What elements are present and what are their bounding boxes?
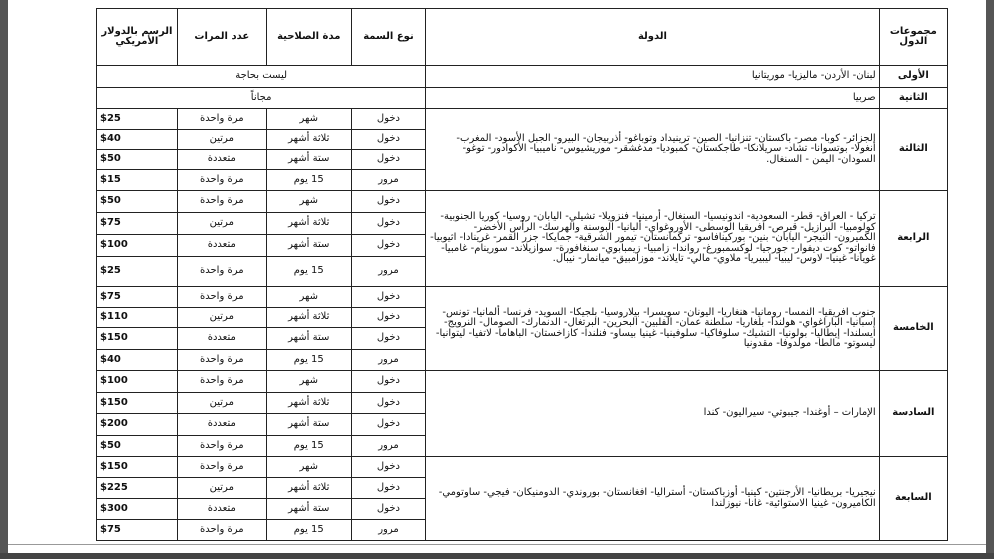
fee-cell: $200 xyxy=(97,414,178,436)
fee-row xyxy=(97,109,948,130)
validity-cell: ثلاثة أشهر xyxy=(266,478,351,499)
fee-cell: $100 xyxy=(97,371,178,393)
visa-type-cell: دخول xyxy=(351,371,426,393)
group-countries: الجزائر- كوبا- مصر- باكستان- تنزانيا- الصين- ترينيداد وتوباغو- أذربيجان- البيرو- الجبل الأسود- المغرب- أنغولا- بوتسوانا- تشاد- سريلانكا- طاجكستان- كمبوديا- مدغشقر- موريشيوس- ناميبيا- الأكوادور- توغو- السودان- اليمن - السنغال. xyxy=(426,109,879,191)
group-countries: صربيا xyxy=(426,88,879,109)
group-countries: نيجيريا- بريطانيا- الأرجنتين- كينيا- أوزباكستان- أستراليا- افغانستان- بوروندي- الدومنيكان- فيجي- ساوتومي- الكاميرون- غينيا الاستوائية- غانا- نيوزلندا xyxy=(426,457,879,541)
header-row xyxy=(97,9,948,66)
fee-cell: $150 xyxy=(97,457,178,478)
validity-cell: ثلاثة أشهر xyxy=(266,130,351,150)
entries-cell: مرتين xyxy=(177,308,266,328)
group-countries: تركيا - العراق- قطر- السعودية- اندونيسيا- السنغال- أرمينيا- فنزويلا- تشيلي- اليابان- روسيا- كوريا الجنوبية- كولومبيا- البرازيل- قبرص- افريقيا الوسطى- الأوروغواي- ألبانيا- البوسنة والهرسك- الرأس الأخضر- الكميرون- النيجر- اليابان- بنين- بوركينافاسو- تركمانستان- تيمور الشرقية- جمايكا- جزر القمر- غرينادا- اثيوبيا- فانواتو- كوت ديفوار- جورجيا- لوكسمبورغ- رواندا- زامبيا- زيمبابوي- سنغافورة- سوازيلاند- سورينام- غامبيا- غويانا- غينيا- لاوس- ليبيا- ليبيريا- ملاوي- مالي- تايلاند- موزامبيق- ميانمار- نيبال. xyxy=(426,191,879,287)
validity-cell: 15 يوم xyxy=(266,520,351,541)
header-fee: الرسم بالدولار الأمريكي xyxy=(97,9,178,66)
group-name: الرابعة xyxy=(879,191,947,287)
validity-cell: 15 يوم xyxy=(266,257,351,287)
group-countries: الإمارات – أوغندا- جيبوتي- سيراليون- كندا xyxy=(426,371,879,457)
fee-cell: $100 xyxy=(97,235,178,257)
visa-type-cell: دخول xyxy=(351,308,426,328)
group-name: الخامسة xyxy=(879,287,947,371)
entries-cell: مرة واحدة xyxy=(177,371,266,393)
validity-cell: شهر xyxy=(266,109,351,130)
group-countries: جنوب افريقيا- النمسا- رومانيا- هنغاريا- اليونان- سويسرا- بيلاروسيا- بلجيكا- السويد- فرنسا- ألمانيا- تونس- إسبانيا- الباراغواي- هولندا- بلغاريا- سلطنة عمان- الفلبين- البحرين- البرتغال- الدنمارك- الصومال- النرويج- ايسلندا- إيطاليا- بولونيا- التشيك- سلوفاكيا- سلوفينيا- غينيا بيساو- فنلندا- كازاخستان- الباهاما- لاتفيا- ليتوانيا- ليسوتو- مالطا- مولدوفا- مقدونيا xyxy=(426,287,879,371)
header-validity: مدة الصلاحية xyxy=(266,9,351,66)
fee-cell: $75 xyxy=(97,213,178,235)
fee-cell: $150 xyxy=(97,393,178,414)
entries-cell: مرتين xyxy=(177,393,266,414)
scan-border-bottom xyxy=(0,553,994,559)
fee-cell: $40 xyxy=(97,130,178,150)
entries-cell: مرتين xyxy=(177,213,266,235)
validity-cell: ستة أشهر xyxy=(266,328,351,350)
validity-cell: شهر xyxy=(266,191,351,213)
validity-cell: ستة أشهر xyxy=(266,235,351,257)
visa-type-cell: دخول xyxy=(351,235,426,257)
entries-cell: متعددة xyxy=(177,499,266,520)
header-entries: عدد المرات xyxy=(177,9,266,66)
group-countries: لبنان- الأردن- ماليزيا- موريتانيا xyxy=(426,66,879,88)
entries-cell: مرتين xyxy=(177,478,266,499)
validity-cell: ستة أشهر xyxy=(266,150,351,170)
group-name: السادسة xyxy=(879,371,947,457)
fee-cell: $25 xyxy=(97,257,178,287)
entries-cell: متعددة xyxy=(177,150,266,170)
fee-cell: $15 xyxy=(97,170,178,191)
fee-cell: $50 xyxy=(97,191,178,213)
validity-cell: ستة أشهر xyxy=(266,414,351,436)
visa-type-cell: دخول xyxy=(351,414,426,436)
entries-cell: مرة واحدة xyxy=(177,170,266,191)
validity-cell: ثلاثة أشهر xyxy=(266,213,351,235)
visa-type-cell: دخول xyxy=(351,328,426,350)
visa-type-cell: دخول xyxy=(351,130,426,150)
fee-cell: $50 xyxy=(97,150,178,170)
visa-type-cell: دخول xyxy=(351,213,426,235)
fee-row xyxy=(97,191,948,213)
fee-cell: $75 xyxy=(97,520,178,541)
header-country: الدولة xyxy=(426,9,879,66)
entries-cell: مرة واحدة xyxy=(177,520,266,541)
fee-cell: $300 xyxy=(97,499,178,520)
fee-cell: $40 xyxy=(97,350,178,371)
header-visa-type: نوع السمة xyxy=(351,9,426,66)
group-note: ليست بحاجة xyxy=(97,66,426,88)
group-name: السابعة xyxy=(879,457,947,541)
fee-row xyxy=(97,371,948,393)
visa-type-cell: مرور xyxy=(351,257,426,287)
entries-cell: متعددة xyxy=(177,414,266,436)
scan-border-right xyxy=(986,0,994,559)
entries-cell: مرتين xyxy=(177,130,266,150)
entries-cell: مرة واحدة xyxy=(177,350,266,371)
group-row-2 xyxy=(97,88,948,109)
visa-type-cell: دخول xyxy=(351,499,426,520)
visa-type-cell: مرور xyxy=(351,520,426,541)
validity-cell: شهر xyxy=(266,287,351,308)
entries-cell: متعددة xyxy=(177,235,266,257)
visa-type-cell: دخول xyxy=(351,287,426,308)
validity-cell: ستة أشهر xyxy=(266,499,351,520)
visa-type-cell: دخول xyxy=(351,478,426,499)
validity-cell: 15 يوم xyxy=(266,436,351,457)
group-row-1 xyxy=(97,66,948,88)
validity-cell: 15 يوم xyxy=(266,350,351,371)
fee-row xyxy=(97,457,948,478)
group-name: الأولى xyxy=(879,66,947,88)
visa-type-cell: مرور xyxy=(351,170,426,191)
fee-cell: $225 xyxy=(97,478,178,499)
fee-cell: $25 xyxy=(97,109,178,130)
visa-type-cell: دخول xyxy=(351,109,426,130)
fee-cell: $75 xyxy=(97,287,178,308)
entries-cell: مرة واحدة xyxy=(177,109,266,130)
entries-cell: مرة واحدة xyxy=(177,287,266,308)
group-name: الثالثة xyxy=(879,109,947,191)
fee-cell: $50 xyxy=(97,436,178,457)
entries-cell: مرة واحدة xyxy=(177,436,266,457)
visa-type-cell: مرور xyxy=(351,436,426,457)
group-note: مجاناً xyxy=(97,88,426,109)
visa-type-cell: دخول xyxy=(351,191,426,213)
fee-row xyxy=(97,287,948,308)
header-group: مجموعات الدول xyxy=(879,9,947,66)
entries-cell: متعددة xyxy=(177,328,266,350)
visa-type-cell: دخول xyxy=(351,457,426,478)
validity-cell: شهر xyxy=(266,457,351,478)
scan-rule xyxy=(8,544,986,545)
entries-cell: مرة واحدة xyxy=(177,457,266,478)
group-name: الثانية xyxy=(879,88,947,109)
visa-type-cell: دخول xyxy=(351,150,426,170)
validity-cell: شهر xyxy=(266,371,351,393)
validity-cell: 15 يوم xyxy=(266,170,351,191)
scan-border-left xyxy=(0,0,8,559)
visa-type-cell: دخول xyxy=(351,393,426,414)
validity-cell: ثلاثة أشهر xyxy=(266,393,351,414)
visa-type-cell: مرور xyxy=(351,350,426,371)
fee-cell: $150 xyxy=(97,328,178,350)
fee-cell: $110 xyxy=(97,308,178,328)
entries-cell: مرة واحدة xyxy=(177,191,266,213)
validity-cell: ثلاثة أشهر xyxy=(266,308,351,328)
visa-fees-table xyxy=(96,8,948,541)
entries-cell: مرة واحدة xyxy=(177,257,266,287)
